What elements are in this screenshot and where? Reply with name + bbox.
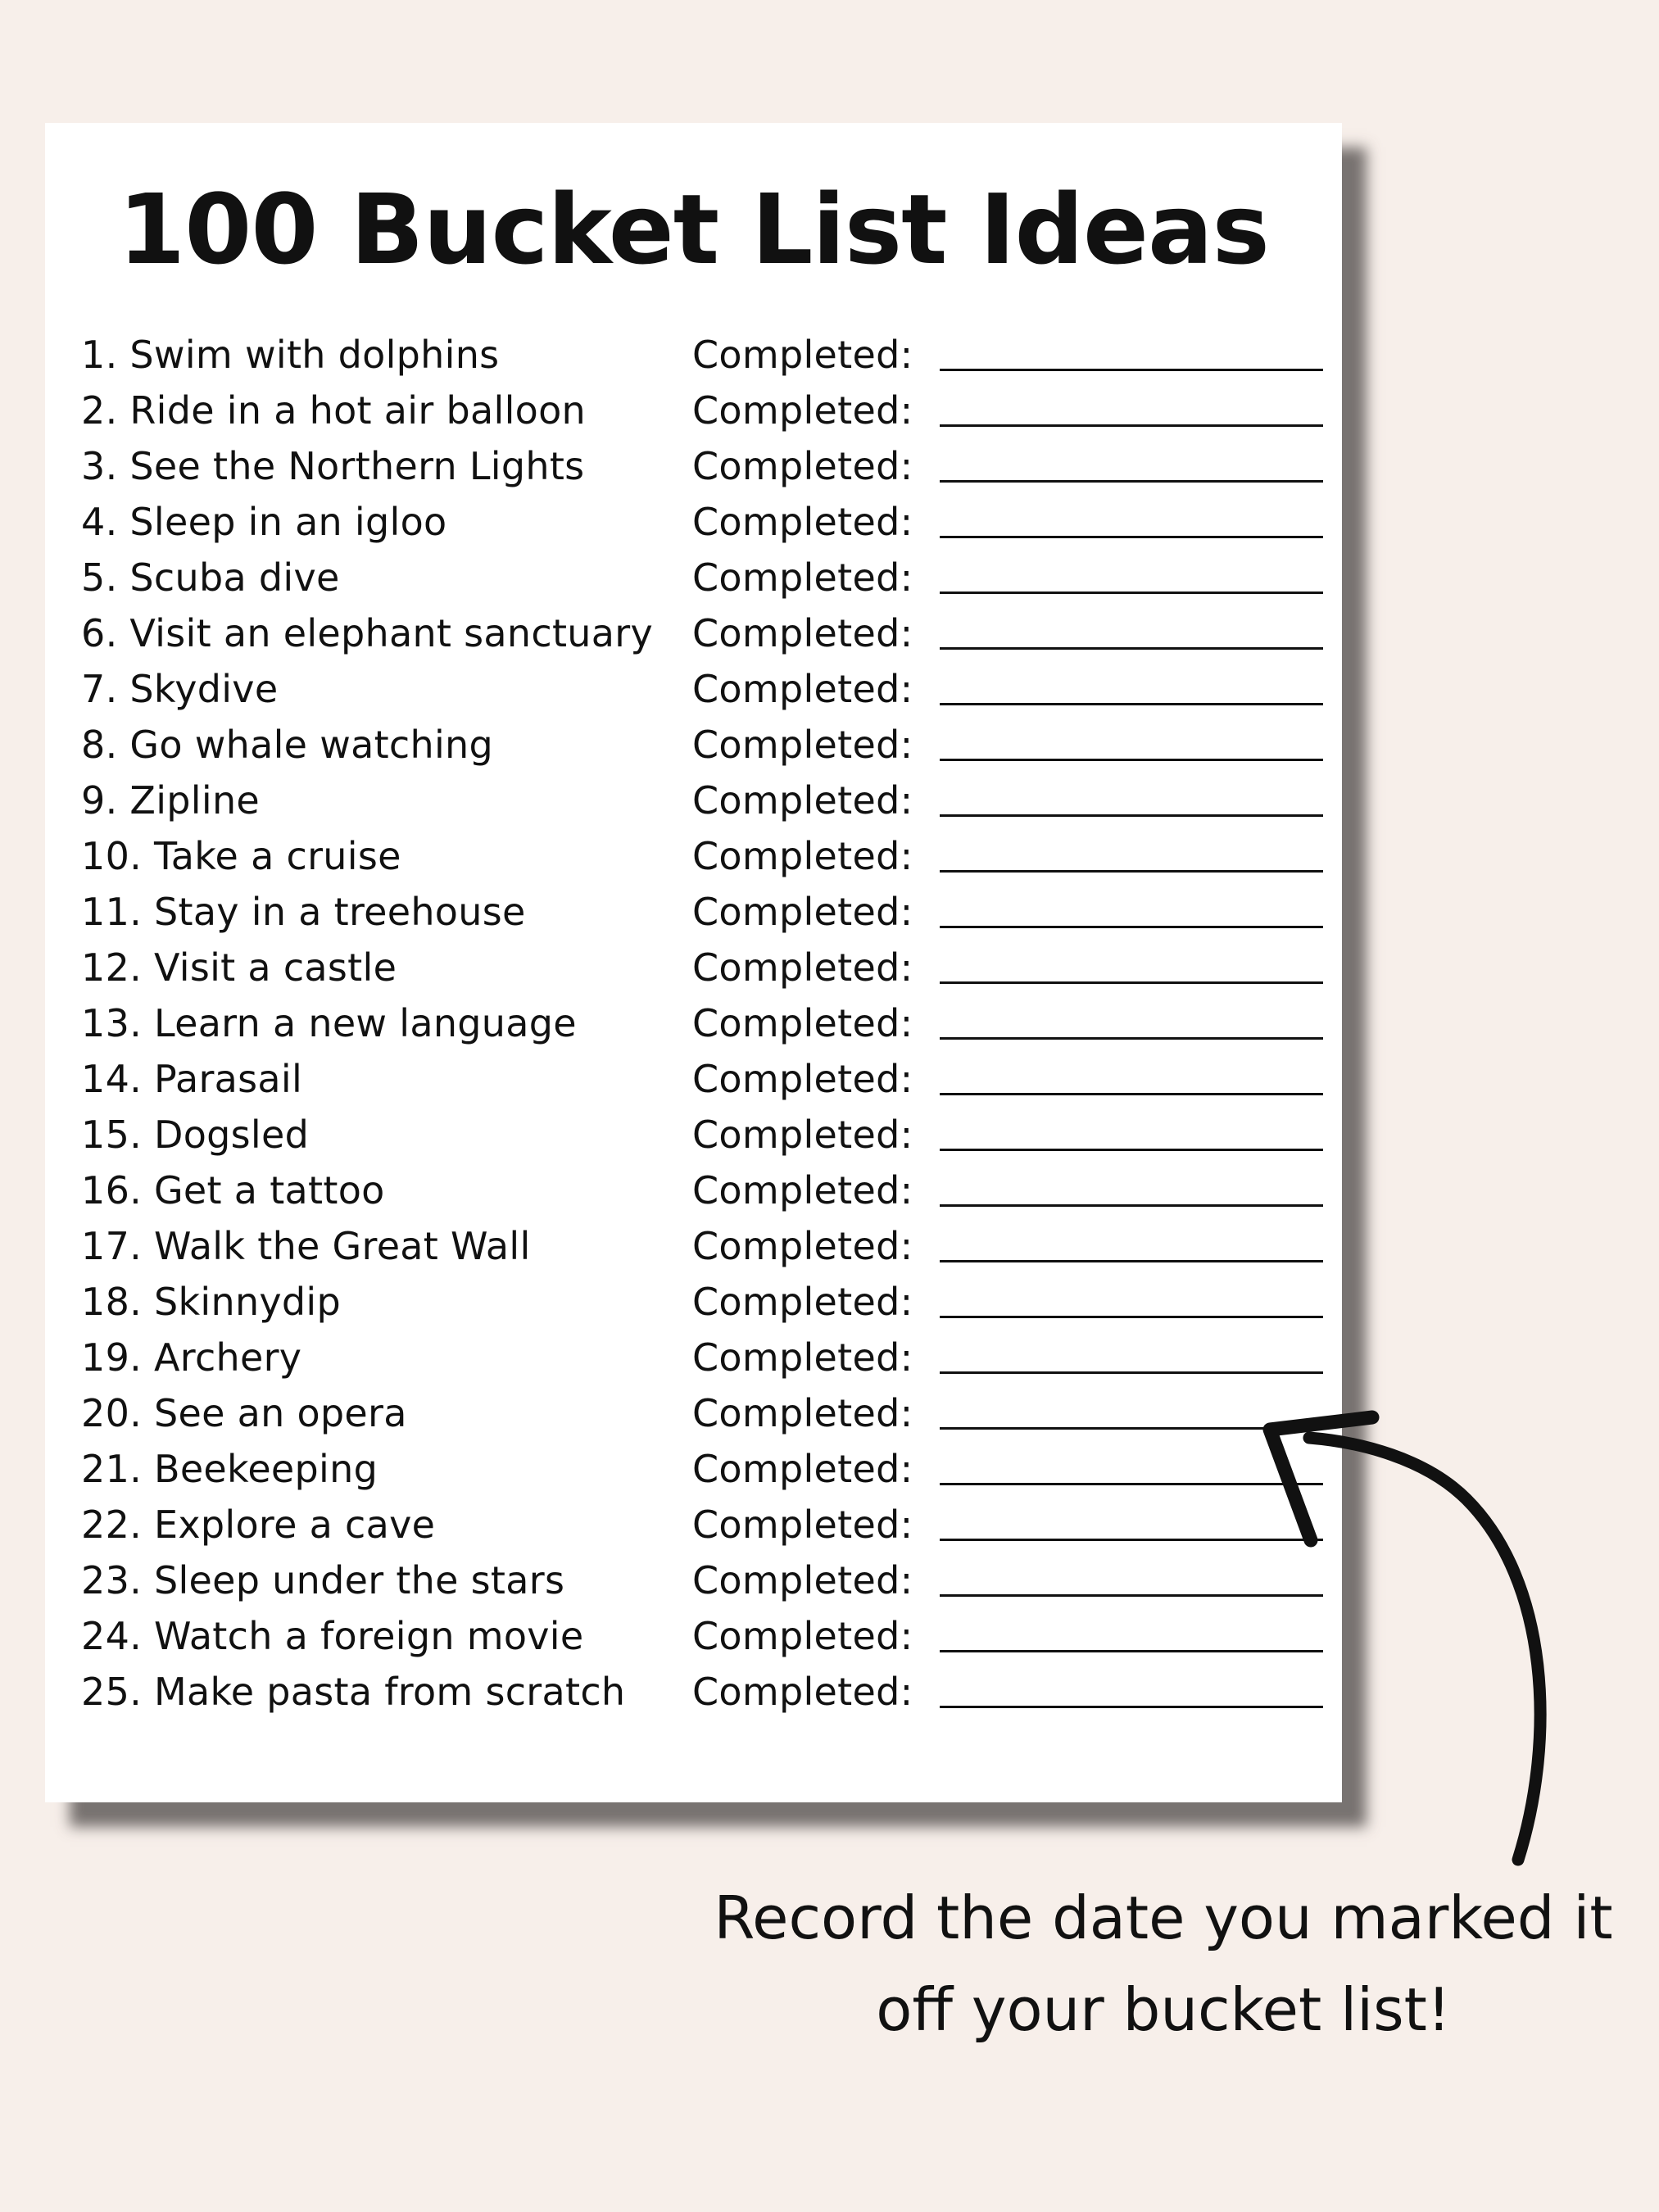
list-item	[45, 1325, 1342, 1380]
list-item	[45, 601, 1342, 656]
list-item-text: 8. Go whale watching	[81, 723, 494, 767]
bucket-list	[45, 322, 1342, 1715]
list-item-text: 16. Get a tattoo	[81, 1168, 385, 1213]
completed-date-line	[940, 480, 1323, 483]
completed-date-line	[940, 1371, 1323, 1374]
list-item	[45, 1102, 1342, 1158]
completed-date-line	[940, 1093, 1323, 1095]
list-item	[45, 378, 1342, 433]
completed-label: Completed:	[692, 388, 913, 433]
list-item	[45, 990, 1342, 1046]
completed-label: Completed:	[692, 1670, 913, 1714]
completed-label: Completed:	[692, 1558, 913, 1602]
completed-label: Completed:	[692, 1391, 913, 1435]
completed-date-line	[940, 814, 1323, 817]
completed-date-line	[940, 592, 1323, 594]
sheet-title: 100 Bucket List Ideas	[118, 173, 1269, 286]
completed-date-line	[940, 1204, 1323, 1207]
list-item	[45, 1659, 1342, 1715]
completed-label: Completed:	[692, 1503, 913, 1547]
completed-label: Completed:	[692, 555, 913, 600]
list-item-text: 2. Ride in a hot air balloon	[81, 388, 586, 433]
list-item-text: 9. Zipline	[81, 778, 261, 823]
completed-date-line	[940, 1483, 1323, 1485]
list-item-text: 15. Dogsled	[81, 1113, 310, 1157]
completed-label: Completed:	[692, 778, 913, 823]
list-item	[45, 879, 1342, 935]
list-item	[45, 1269, 1342, 1325]
list-item	[45, 1603, 1342, 1659]
completed-label: Completed:	[692, 723, 913, 767]
list-item	[45, 1213, 1342, 1269]
completed-label: Completed:	[692, 1001, 913, 1045]
completed-label: Completed:	[692, 890, 913, 934]
completed-label: Completed:	[692, 611, 913, 655]
list-item-text: 11. Stay in a treehouse	[81, 890, 526, 934]
completed-label: Completed:	[692, 945, 913, 990]
caption-line-1: Record the date you marked it	[714, 1883, 1613, 1952]
completed-date-line	[940, 536, 1323, 538]
list-item	[45, 1548, 1342, 1603]
list-item	[45, 768, 1342, 823]
list-item-text: 6. Visit an elephant sanctuary	[81, 611, 653, 655]
list-item	[45, 712, 1342, 768]
list-item	[45, 1380, 1342, 1436]
list-item-text: 25. Make pasta from scratch	[81, 1670, 626, 1714]
completed-label: Completed:	[692, 1113, 913, 1157]
list-item-text: 3. See the Northern Lights	[81, 444, 585, 488]
list-item	[45, 1492, 1342, 1548]
completed-date-line	[940, 981, 1323, 984]
list-item	[45, 433, 1342, 489]
completed-date-line	[940, 369, 1323, 371]
list-item-text: 18. Skinnydip	[81, 1280, 342, 1324]
completed-date-line	[940, 1706, 1323, 1708]
list-item	[45, 823, 1342, 879]
list-item	[45, 1046, 1342, 1102]
list-item-text: 14. Parasail	[81, 1057, 303, 1101]
completed-date-line	[940, 1149, 1323, 1151]
list-item	[45, 935, 1342, 990]
completed-date-line	[940, 1650, 1323, 1652]
list-item-text: 10. Take a cruise	[81, 834, 401, 878]
completed-label: Completed:	[692, 500, 913, 544]
instruction-caption	[680, 1872, 1647, 2056]
completed-label: Completed:	[692, 333, 913, 377]
completed-label: Completed:	[692, 1168, 913, 1213]
completed-date-line	[940, 703, 1323, 705]
completed-date-line	[940, 647, 1323, 650]
list-item-text: 4. Sleep in an igloo	[81, 500, 447, 544]
completed-date-line	[940, 1260, 1323, 1262]
list-item	[45, 1158, 1342, 1213]
caption-line-2: off your bucket list!	[876, 1975, 1451, 2044]
list-item-text: 21. Beekeeping	[81, 1447, 378, 1491]
completed-date-line	[940, 1594, 1323, 1597]
list-item	[45, 322, 1342, 378]
list-item-text: 22. Explore a cave	[81, 1503, 436, 1547]
completed-label: Completed:	[692, 1335, 913, 1380]
completed-label: Completed:	[692, 667, 913, 711]
list-item-text: 17. Walk the Great Wall	[81, 1224, 531, 1268]
completed-date-line	[940, 1037, 1323, 1040]
completed-label: Completed:	[692, 1057, 913, 1101]
list-item-text: 1. Swim with dolphins	[81, 333, 500, 377]
list-item	[45, 545, 1342, 601]
completed-label: Completed:	[692, 834, 913, 878]
list-item-text: 12. Visit a castle	[81, 945, 397, 990]
list-item-text: 13. Learn a new language	[81, 1001, 577, 1045]
completed-label: Completed:	[692, 1224, 913, 1268]
list-item	[45, 489, 1342, 545]
list-item-text: 20. See an opera	[81, 1391, 407, 1435]
completed-date-line	[940, 870, 1323, 873]
completed-date-line	[940, 926, 1323, 928]
list-item-text: 24. Watch a foreign movie	[81, 1614, 584, 1658]
completed-date-line	[940, 759, 1323, 761]
list-item-text: 7. Skydive	[81, 667, 279, 711]
completed-label: Completed:	[692, 1447, 913, 1491]
list-item-text: 5. Scuba dive	[81, 555, 340, 600]
list-item	[45, 1436, 1342, 1492]
completed-label: Completed:	[692, 1280, 913, 1324]
completed-date-line	[940, 424, 1323, 427]
bucket-list-sheet	[45, 123, 1342, 1802]
list-item-text: 19. Archery	[81, 1335, 302, 1380]
completed-label: Completed:	[692, 444, 913, 488]
completed-date-line	[940, 1427, 1323, 1430]
completed-date-line	[940, 1316, 1323, 1318]
completed-date-line	[940, 1539, 1323, 1541]
completed-label: Completed:	[692, 1614, 913, 1658]
list-item	[45, 656, 1342, 712]
list-item-text: 23. Sleep under the stars	[81, 1558, 565, 1602]
